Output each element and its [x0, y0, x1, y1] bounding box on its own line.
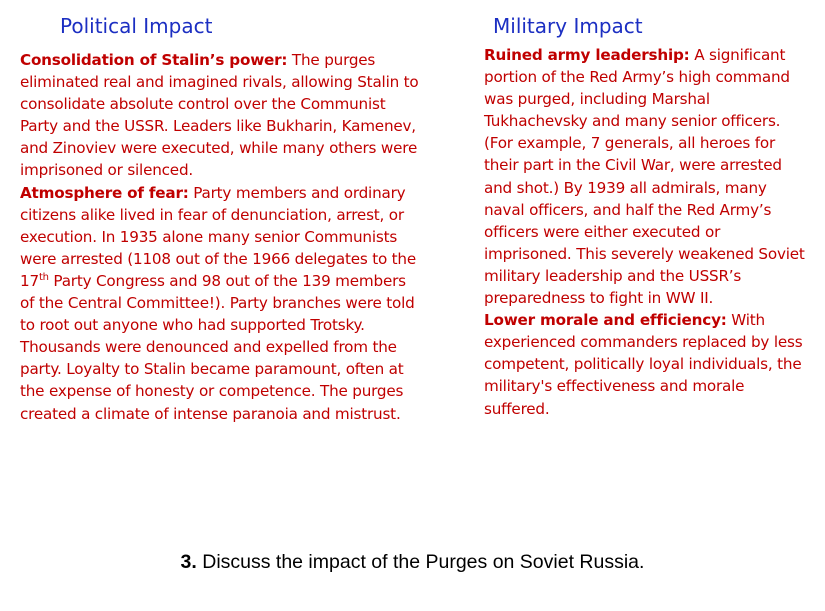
ruined-army-leadership-title: Ruined army leadership: [484, 46, 690, 64]
ruined-army-leadership-body: A significant portion of the Red Army’s high command was purged, including Marshal Tukhachevsky and many senior officers. (For example, 7 generals, all heroes for their part in the Civil War, were arrested and shot.) By 1939 all admirals, many naval officers, and half the Red Army’s officers were either executed or imprisoned. This severely weakened Soviet military leadership and the USSR’s preparedness to fight in WW II. [484, 46, 805, 308]
military-impact-heading: Military Impact [493, 14, 643, 38]
atmosphere-of-fear-body-part2: Party Congress and 98 out of the 139 members of the Central Committee!). Party branches were told to root out anyone who had supported Trotsky. Thousands were denounced and expelled from the party. Loyalty to Stalin became paramount, often at the expense of honesty or competence. The purges created a climate of intense paranoia and mistrust. [20, 271, 415, 423]
consolidation-body: The purges eliminated real and imagined rivals, allowing Stalin to consolidate absolute control over the Communist Party and the USSR. Leaders like Bukharin, Kamenev, and Zinoviev were executed, while many others were imprisoned or silenced. [20, 51, 419, 180]
question-number: 3. [180, 551, 197, 573]
consolidation-title: Consolidation of Stalin’s power: [20, 51, 288, 69]
lower-morale-title: Lower morale and efficiency: [484, 311, 727, 330]
lower-morale-body: With experienced commanders replaced by less competent, politically loyal individuals, the military's effectiveness and morale suffered. [484, 311, 803, 418]
question-text: Discuss the impact of the Purges on Soviet Russia. [196, 551, 645, 573]
military-paragraph-leadership [484, 44, 806, 309]
military-impact-column [484, 44, 806, 420]
political-impact-heading: Political Impact [60, 14, 213, 38]
political-paragraph-consolidation [20, 49, 422, 182]
discussion-question [0, 551, 825, 574]
ordinal-suffix: th [38, 271, 49, 283]
atmosphere-of-fear-title: Atmosphere of fear: [20, 183, 189, 202]
atmosphere-of-fear-body-part1: Party members and ordinary citizens alike lived in fear of denunciation, arrest, or execution. In 1935 alone many senior Communists were arrested (1108 out of the 1966 delegates to the 17 [20, 183, 416, 290]
military-paragraph-morale [484, 309, 806, 419]
political-paragraph-fear [20, 182, 422, 425]
political-impact-column [20, 49, 422, 425]
